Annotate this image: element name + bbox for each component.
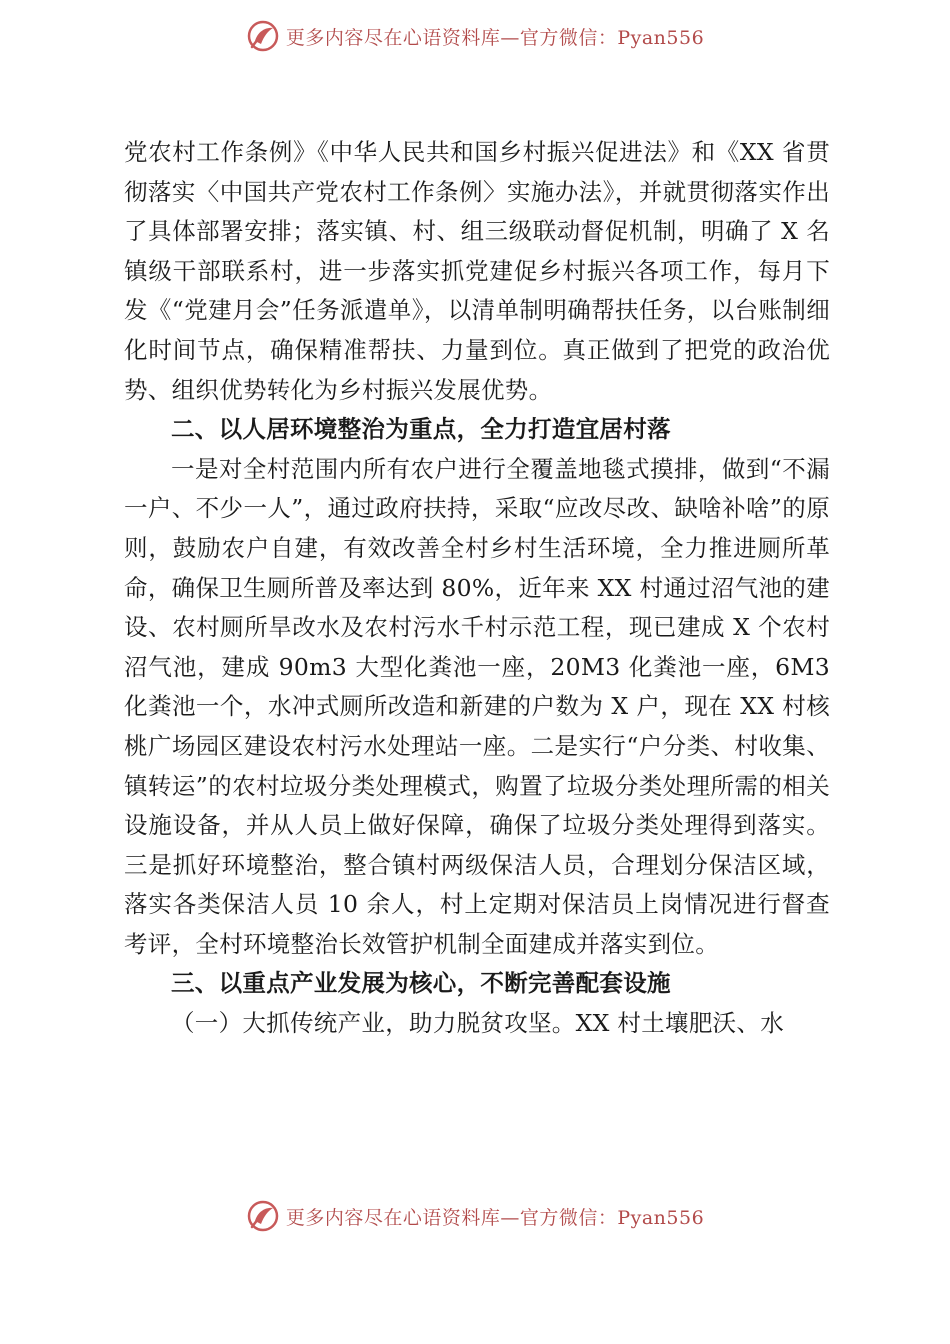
paragraph-industry: （一）大抓传统产业，助力脱贫攻坚。XX 村土壤肥沃、水 xyxy=(171,1009,785,1038)
watermark-header xyxy=(0,16,950,56)
paragraph-environment: 一是对全村范围内所有农户进行全覆盖地毯式摸排，做到“不漏一户、不少一人”，通过政府扶持，采取“应改尽改、缺啥补啥”的原则，鼓励农户自建，有效改善全村乡村生活环境，全力推进厕所革命，确保卫生厕所普及率达到 80%，近年来 XX 村通过沼气池的建设、农村厕所旱改水及农村污水千村示范工程，现已建成 X 个农村沼气池，建成 90m3 大型化粪池一座，20M3 化粪池一座，6M3 化粪池一个，水冲式厕所改造和新建的户数为 X 户，现在 XX 村核桃广场园区建设农村污水处理站一座。二是实行“户分类、村收集、镇转运”的农村垃圾分类处理模式，购置了垃圾分类处理所需的相关设施设备，并从人员上做好保障，确保了垃圾分类处理得到落实。三是抓好环境整治，整合镇村两级保洁人员，合理划分保洁区域，落实各类保洁人员 10 余人，村上定期对保洁员上岗情况进行督查考评，全村环境整治长效管护机制全面建成并落实到位。 xyxy=(124,454,830,958)
watermark-footer xyxy=(0,1196,950,1236)
watermark-text: 更多内容尽在心语资料库—官方微信：Pyan556 xyxy=(285,26,705,49)
document-body xyxy=(124,133,830,1044)
watermark-text: 更多内容尽在心语资料库—官方微信：Pyan556 xyxy=(285,1206,705,1229)
seal-logo-icon xyxy=(246,1199,280,1233)
paragraph-continuation: 党农村工作条例》《中华人民共和国乡村振兴促进法》和《XX 省贯彻落实〈中国共产党农村工作条例〉实施办法》，并就贯彻落实作出了具体部署安排；落实镇、村、组三级联动督促机制，明确了 X 名镇级干部联系村，进一步落实抓党建促乡村振兴各项工作，每月下发《“党建月会”任务派遣单》，以清单制明确帮扶任务，以台账制细化时间节点，确保精准帮扶、力量到位。真正做到了把党的政治优势、组织优势转化为乡村振兴发展优势。 xyxy=(124,138,830,404)
section-heading-2: 二、以人居环境整治为重点，全力打造宜居村落 xyxy=(171,415,671,444)
seal-logo-icon xyxy=(246,19,280,53)
section-heading-3: 三、以重点产业发展为核心，不断完善配套设施 xyxy=(171,969,671,998)
